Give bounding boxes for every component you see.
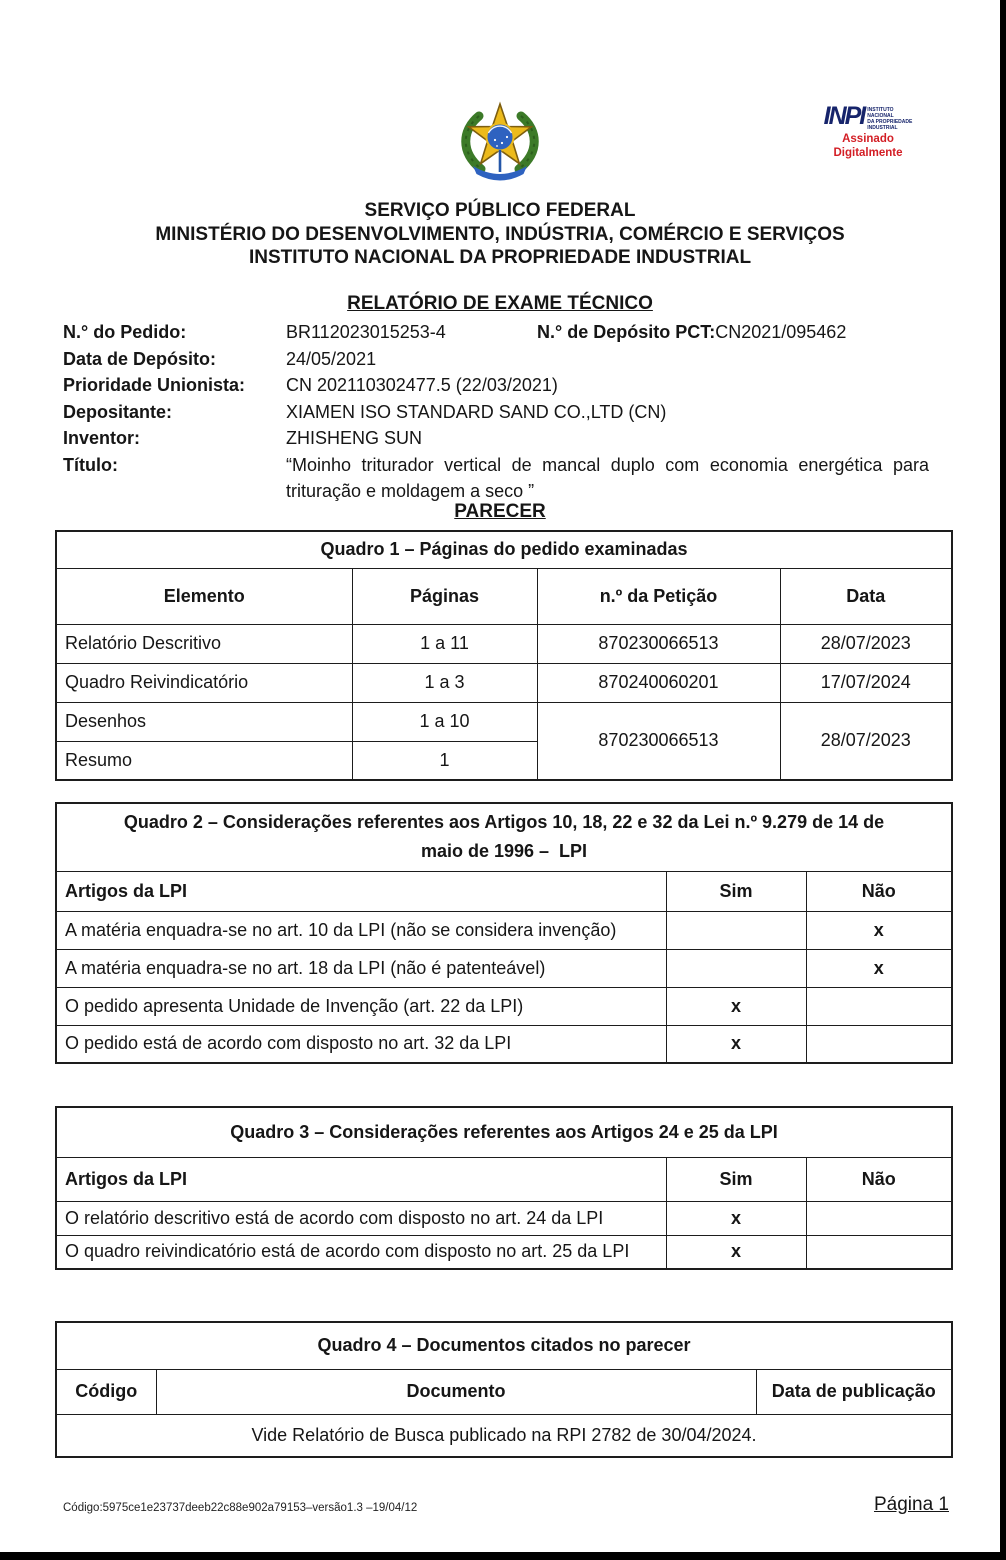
page-title: RELATÓRIO DE EXAME TÉCNICO	[347, 293, 653, 314]
signed-line: Assinado	[842, 133, 894, 145]
field-row-data-deposito	[63, 346, 929, 373]
inpi-logo-mark	[822, 104, 914, 131]
org-line-servico: SERVIÇO PÚBLICO FEDERAL	[364, 200, 636, 221]
inpi-caption-line: DA PROPRIEDADE	[867, 119, 913, 125]
checkmark-cell-nao	[806, 1235, 952, 1269]
table-cell: A matéria enquadra-se no art. 10 da LPI (não se considera invenção)	[56, 911, 666, 949]
column-header-paginas: Páginas	[352, 568, 537, 624]
table-row	[56, 911, 952, 949]
table-cell: 870240060201	[537, 663, 780, 702]
table-header-row	[56, 1369, 952, 1414]
field-label: Data de Depósito:	[63, 348, 217, 369]
field-label: N.° de Depósito PCT:	[537, 322, 716, 342]
column-header-nao: Não	[806, 1157, 952, 1201]
column-header-data: Data	[780, 568, 952, 624]
parecer-heading: PARECER	[454, 501, 546, 522]
signed-line: Digitalmente	[833, 146, 903, 159]
table-cell: O pedido apresenta Unidade de Invenção (art. 22 da LPI)	[56, 987, 666, 1025]
table-title-row	[56, 803, 952, 871]
page-footer	[63, 1494, 949, 1516]
field-label: Título:	[63, 454, 118, 475]
inpi-caption-line: INDUSTRIAL	[867, 125, 898, 131]
checkmark-cell-sim: x	[666, 1201, 806, 1235]
table-cell: Quadro Reivindicatório	[56, 663, 352, 702]
table-cell: Relatório Descritivo	[56, 624, 352, 663]
table-row	[56, 702, 952, 741]
table-row	[56, 663, 952, 702]
table-cell: O quadro reivindicatório está de acordo com disposto no art. 25 da LPI	[56, 1235, 666, 1269]
table-cell: 1 a 3	[352, 663, 537, 702]
bibliographic-fields	[63, 319, 929, 505]
field-value: XIAMEN ISO STANDARD SAND CO.,LTD (CN)	[286, 401, 667, 422]
field-value: 24/05/2021	[286, 348, 377, 369]
table-cell: Resumo	[56, 741, 352, 780]
quadro-4-table	[55, 1321, 953, 1458]
field-label: Depositante:	[63, 401, 173, 422]
page-number: Página 1	[873, 1494, 949, 1515]
org-line-instituto: INSTITUTO NACIONAL DA PROPRIEDADE INDUSTRIAL	[248, 247, 752, 268]
field-label: Inventor:	[63, 428, 141, 448]
table-header-row	[56, 568, 952, 624]
column-header-artigos: Artigos da LPI	[56, 1157, 666, 1201]
column-header-peticao: n.º da Petição	[537, 568, 780, 624]
quadro-2-table	[55, 802, 953, 1064]
field-row-pedido	[63, 319, 929, 346]
field-row-prioridade	[63, 372, 929, 399]
inpi-caption	[867, 104, 912, 131]
table-row	[56, 1414, 952, 1457]
column-header-sim: Sim	[666, 871, 806, 911]
table-row	[56, 1201, 952, 1235]
inpi-logo	[822, 104, 914, 160]
table-title-row	[56, 1107, 952, 1157]
checkmark-cell-nao	[806, 1025, 952, 1063]
table-cell-merged: 28/07/2023	[780, 702, 952, 780]
column-header-data-publicacao: Data de publicação	[756, 1369, 952, 1414]
checkmark-cell-sim: x	[666, 987, 806, 1025]
table-row	[56, 987, 952, 1025]
inpi-acronym: INPI	[823, 102, 865, 130]
table-cell: Desenhos	[56, 702, 352, 741]
table-header-row	[56, 1157, 952, 1201]
table-cell: 1	[352, 741, 537, 780]
checkmark-cell-nao	[806, 987, 952, 1025]
checkmark-cell-nao	[806, 1201, 952, 1235]
checkmark-cell-nao: x	[806, 949, 952, 987]
checkmark-cell-sim: x	[666, 1025, 806, 1063]
table-cell: A matéria enquadra-se no art. 18 da LPI (não é patenteável)	[56, 949, 666, 987]
field-value: CN 202110302477.5 (22/03/2021)	[286, 375, 558, 395]
table-cell-merged: 870230066513	[537, 702, 780, 780]
field-label: N.° do Pedido:	[63, 322, 187, 342]
field-label: Prioridade Unionista:	[63, 375, 246, 395]
checkmark-cell-sim	[666, 911, 806, 949]
table-cell: 17/07/2024	[780, 663, 952, 702]
search-report-note: Vide Relatório de Busca publicado na RPI 2782 de 30/04/2024.	[56, 1414, 952, 1457]
table-title-row	[56, 531, 952, 568]
table-cell: 28/07/2023	[780, 624, 952, 663]
column-header-artigos: Artigos da LPI	[56, 871, 666, 911]
org-header	[0, 199, 1000, 270]
column-header-documento: Documento	[156, 1369, 756, 1414]
field-row-titulo	[63, 452, 929, 505]
quadro-2-title-line: maio de 1996 – LPI	[420, 841, 588, 862]
table-cell: 1 a 10	[352, 702, 537, 741]
field-row-inventor	[63, 425, 929, 452]
checkmark-cell-sim	[666, 949, 806, 987]
table-cell: O pedido está de acordo com disposto no art. 32 da LPI	[56, 1025, 666, 1063]
quadro-2-title-line: Quadro 2 – Considerações referentes aos Artigos 10, 18, 22 e 32 da Lei n.º 9.279 de 14 de	[123, 812, 885, 833]
table-cell: 870230066513	[537, 624, 780, 663]
table-row	[56, 1235, 952, 1269]
brazil-coat-of-arms-icon	[450, 92, 550, 197]
inpi-caption-line: INSTITUTO	[867, 107, 894, 113]
column-header-elemento: Elemento	[56, 568, 352, 624]
scan-edge-bottom	[0, 1552, 1006, 1560]
column-header-sim: Sim	[666, 1157, 806, 1201]
table-row	[56, 1025, 952, 1063]
inpi-caption-line: NACIONAL	[867, 113, 894, 119]
org-line-ministerio: MINISTÉRIO DO DESENVOLVIMENTO, INDÚSTRIA, COMÉRCIO E SERVIÇOS	[155, 223, 845, 245]
quadro-3-title: Quadro 3 – Considerações referentes aos Artigos 24 e 25 da LPI	[56, 1107, 952, 1157]
table-cell: O relatório descritivo está de acordo com disposto no art. 24 da LPI	[56, 1201, 666, 1235]
signed-digitally-stamp	[822, 133, 914, 160]
table-title-row	[56, 1322, 952, 1369]
table-header-row	[56, 871, 952, 911]
field-row-depositante	[63, 399, 929, 426]
table-row	[56, 624, 952, 663]
column-header-codigo: Código	[56, 1369, 156, 1414]
checkmark-cell-nao: x	[806, 911, 952, 949]
field-value: ZHISHENG SUN	[286, 428, 423, 448]
checkmark-cell-sim: x	[666, 1235, 806, 1269]
quadro-1-table	[55, 530, 953, 781]
field-value: CN2021/095462	[715, 322, 847, 342]
field-value: BR112023015253-4	[286, 322, 446, 342]
field-value: “Moinho triturador vertical de mancal duplo com economia energética para trituração e moldagem a seco ”	[286, 454, 929, 501]
quadro-4-title: Quadro 4 – Documentos citados no parecer	[56, 1322, 952, 1369]
quadro-3-table	[55, 1106, 953, 1270]
document-code: Código:5975ce1e23737deeb22c88e902a79153–versão1.3 –19/04/12	[63, 1502, 418, 1514]
quadro-2-title	[56, 803, 952, 871]
table-cell: 1 a 11	[352, 624, 537, 663]
table-row	[56, 949, 952, 987]
quadro-1-title: Quadro 1 – Páginas do pedido examinadas	[56, 531, 952, 568]
column-header-nao: Não	[806, 871, 952, 911]
scan-edge-right	[1000, 0, 1006, 1560]
